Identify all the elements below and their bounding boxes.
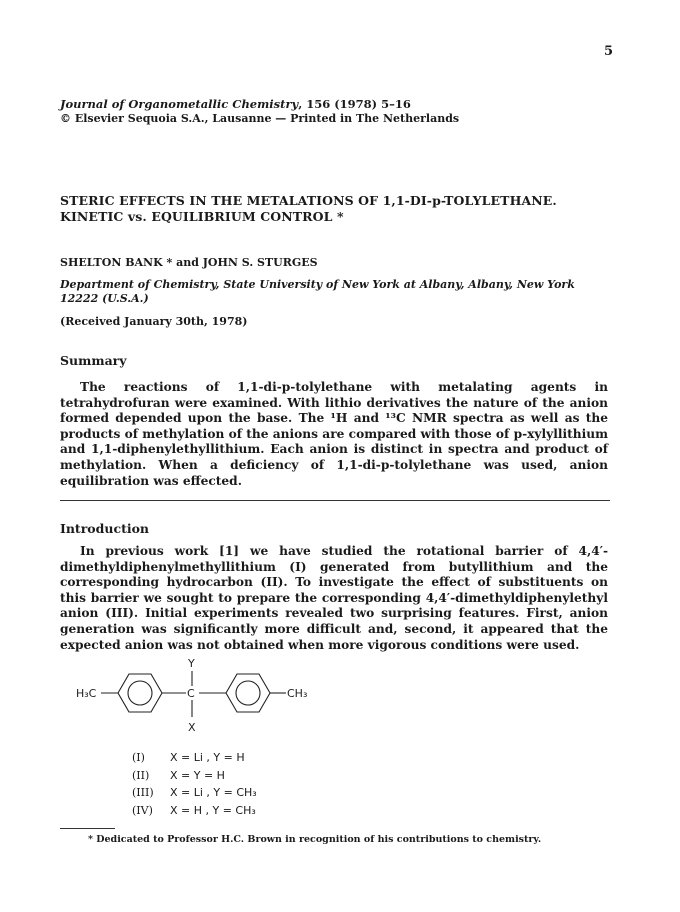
right-methyl-label: CH₃ <box>287 687 308 700</box>
compound-label: (III) <box>132 786 154 799</box>
legend-row <box>132 749 257 767</box>
footnote-rule <box>60 828 115 829</box>
benzene-ring-left <box>118 674 162 712</box>
compound-legend <box>132 749 257 819</box>
journal-citation <box>60 97 411 111</box>
introduction-heading: Introduction <box>60 521 150 536</box>
left-methyl-label: H₃C <box>76 687 97 700</box>
introduction-paragraph: In previous work [1] we have studied the rotational barrier of 4,4′-dimethyldiphenylmethyllithium (I) generated from butyllithium and the corresponding hydrocarbon (II). To investigate the effect of substituents on this barrier we sought to prepare the corresponding 4,4′-dimethyldiphenylethyl anion (III). Initial experiments revealed two surprising features. First, anion generation was significantly more difficult and, second, it appeared that the expected anion was not obtained when more vigorous conditions were used. <box>60 544 608 652</box>
compound-definition: X = Y = H <box>170 768 225 782</box>
affiliation <box>60 278 620 306</box>
page-number: 5 <box>604 44 614 59</box>
benzene-ring-right <box>226 674 270 712</box>
legend-row <box>132 784 257 802</box>
title-line: KINETIC vs. EQUILIBRIUM CONTROL * <box>60 209 344 224</box>
journal-volume: , 156 (1978) 5–16 <box>298 97 411 111</box>
chemical-structure <box>0 655 680 745</box>
center-carbon-label: C <box>187 687 195 700</box>
bottom-substituent-label: X <box>188 721 196 734</box>
summary-body <box>60 380 608 489</box>
compound-definition: X = Li , Y = H <box>170 751 245 764</box>
legend-row <box>132 767 257 785</box>
summary-paragraph: The reactions of 1,1-di-p-tolylethane with metalating agents in tetrahydrofuran were examined. With lithio derivatives the nature of the anion formed depended upon the base. The ¹H and ¹³C NMR spectra as well as the products of methylation of the anions are compared with those of p-xylyllithium and 1,1-diphenylethyllithium. Each anion is distinct in spectra and product of methylation. When a deficiency of 1,1-di-p-tolylethane was used, anion equilibration was effected. <box>60 380 608 488</box>
affiliation-line: 12222 (U.S.A.) <box>60 292 149 305</box>
journal-name: Journal of Organometallic Chemistry <box>60 97 299 111</box>
authors: SHELTON BANK * and JOHN S. STURGES <box>60 256 318 269</box>
compound-label: (I) <box>132 751 145 764</box>
compound-definition: X = Li , Y = CH₃ <box>170 786 257 799</box>
compound-definition: X = H , Y = CH₃ <box>170 803 256 817</box>
top-substituent-label: Y <box>188 657 195 670</box>
affiliation-line: Department of Chemistry, State University of New York at Albany, Albany, New York <box>60 278 575 291</box>
legend-row <box>132 802 257 820</box>
compound-label: (IV) <box>132 803 153 817</box>
aromatic-circle-left <box>128 681 152 705</box>
section-divider <box>60 500 610 501</box>
copyright-line: © Elsevier Sequoia S.A., Lausanne — Printed in The Netherlands <box>60 112 460 125</box>
paper-title <box>60 193 620 225</box>
introduction-body <box>60 544 608 653</box>
received-date: (Received January 30th, 1978) <box>60 315 248 328</box>
compound-label: (II) <box>132 768 150 782</box>
footnote: * Dedicated to Professor H.C. Brown in recognition of his contributions to chemistry. <box>88 834 542 845</box>
aromatic-circle-right <box>236 681 260 705</box>
summary-heading: Summary <box>60 353 127 368</box>
title-line: STERIC EFFECTS IN THE METALATIONS OF 1,1-DI-p-TOLYLETHANE. <box>60 193 557 208</box>
